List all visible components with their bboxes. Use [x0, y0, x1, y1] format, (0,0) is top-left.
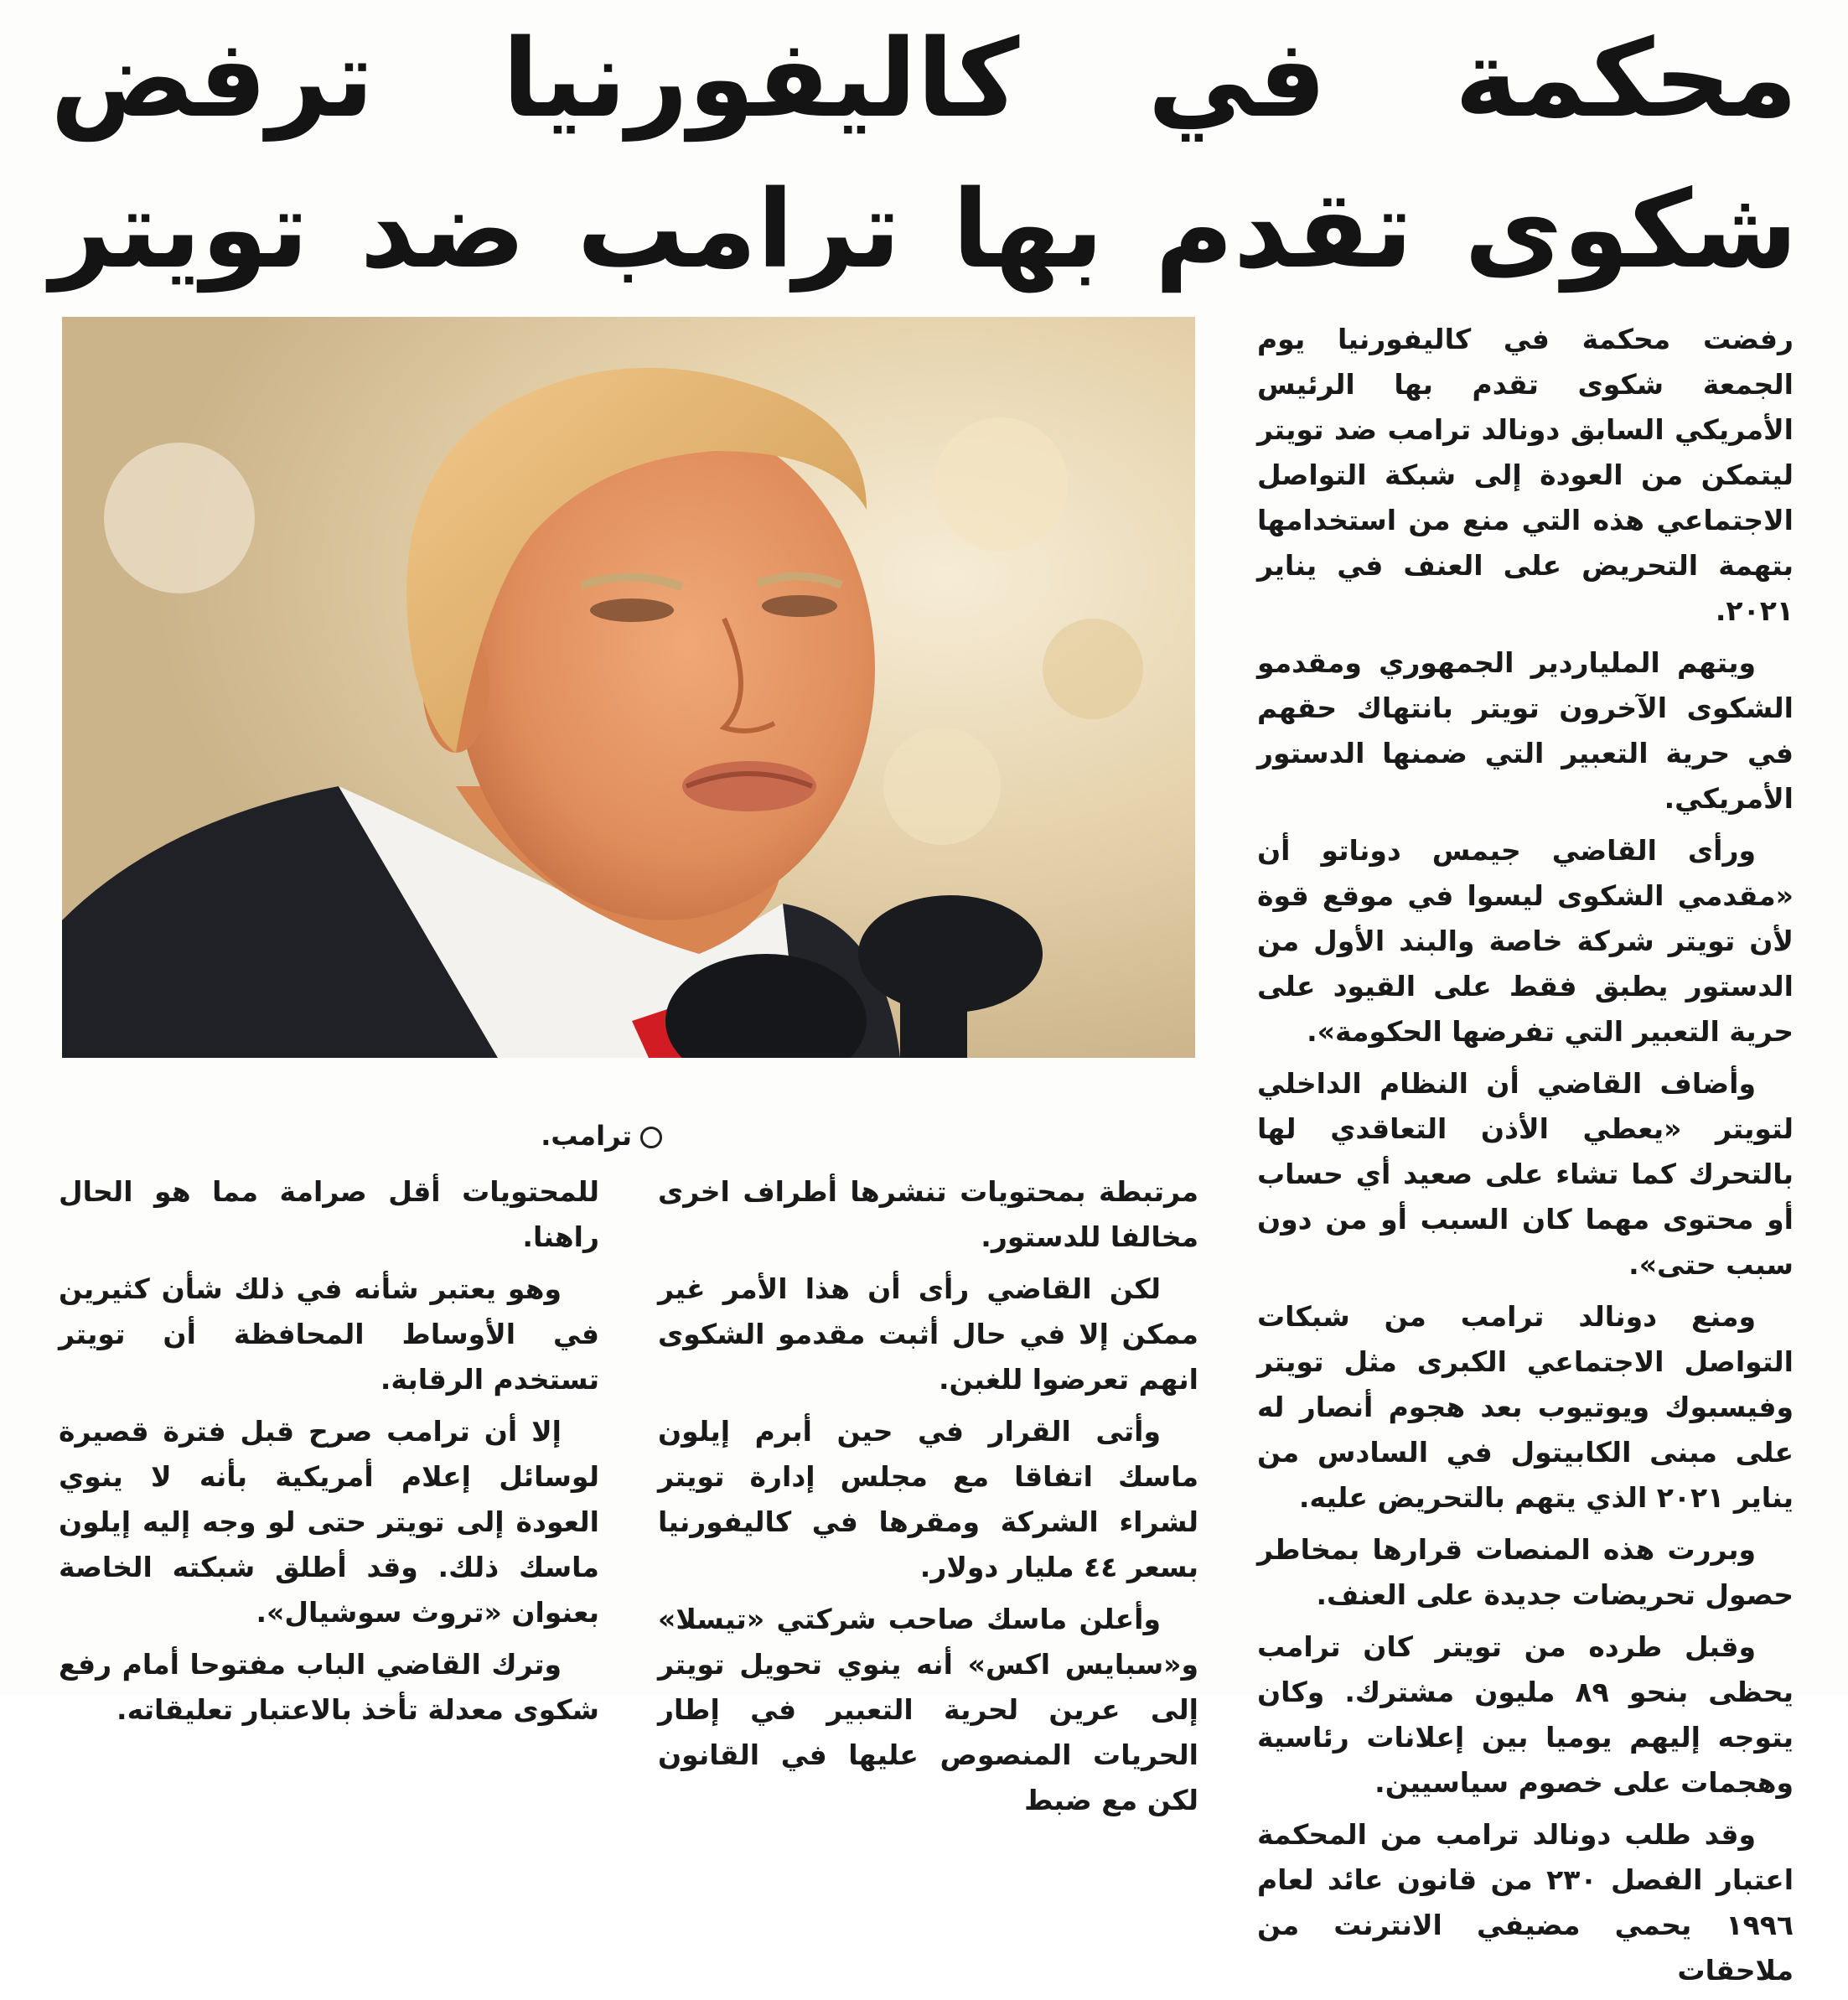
- paragraph: لكن القاضي رأى أن هذا الأمر غير ممكن إلا في حال أثبت مقدمو الشكوى انهم تعرضوا للغبن.: [658, 1272, 1198, 1396]
- news-photo: [62, 317, 1195, 1058]
- article-column-left: [59, 1169, 599, 1739]
- paragraph: للمحتويات أقل صرامة مما هو الحال راهنا.: [59, 1175, 599, 1253]
- paragraph: وترك القاضي الباب مفتوحا أمام رفع شكوى معدلة تأخذ بالاعتبار تعليقاته.: [59, 1648, 599, 1726]
- photo-caption: [503, 1115, 662, 1157]
- paragraph: وقد طلب دونالد ترامب من المحكمة اعتبار الفصل ٢٣٠ من قانون عائد لعام ١٩٩٦ يحمي مضيفي الانترنت من ملاحقات: [1257, 1818, 1794, 1987]
- headline-line-2: شكوى تقدم بها ترامب ضد تويتر: [50, 168, 1798, 293]
- caption-text: ترامب.: [541, 1120, 632, 1152]
- paragraph: وقبل طرده من تويتر كان ترامب يحظى بنحو ٨٩ مليون مشترك. وكان يتوجه إليهم يوميا بين إعلانات رئاسية وهجمات على خصوم سياسيين.: [1257, 1630, 1794, 1799]
- caption-bullet-icon: [640, 1127, 662, 1148]
- article-column-middle: [658, 1169, 1198, 1830]
- portrait-illustration: [62, 317, 1195, 1058]
- paragraph: وهو يعتبر شأنه في ذلك شأن كثيرين في الأوساط المحافظة أن تويتر تستخدم الرقابة.: [59, 1272, 599, 1396]
- article-column-right: [1257, 317, 1794, 2000]
- paragraph: مرتبطة بمحتويات تنشرها أطراف اخرى مخالفا للدستور.: [658, 1175, 1198, 1253]
- paragraph: وأتى القرار في حين أبرم إيلون ماسك اتفاقا مع مجلس إدارة تويتر لشراء الشركة ومقرها في كاليفورنيا بسعر ٤٤ مليار دولار.: [658, 1415, 1198, 1583]
- paragraph: وأعلن ماسك صاحب شركتي «تيسلا» و«سبايس اكس» أنه ينوي تحويل تويتر إلى عرين لحرية التعبير في إطار الحريات المنصوص عليها في القانون لكن مع ضبط: [658, 1603, 1198, 1816]
- paragraph: وبررت هذه المنصات قرارها بمخاطر حصول تحريضات جديدة على العنف.: [1257, 1533, 1794, 1611]
- paragraph: ورأى القاضي جيمس دوناتو أن «مقدمي الشكوى ليسوا في موقع قوة لأن تويتر شركة خاصة والبند الأول من الدستور يطبق فقط على القيود على حرية التعبير التي تفرضها الحكومة».: [1257, 834, 1794, 1048]
- paragraph: ويتهم الملياردير الجمهوري ومقدمو الشكوى الآخرون تويتر بانتهاك حقهم في حرية التعبير التي ضمنها الدستور الأمريكي.: [1257, 646, 1794, 815]
- paragraph: رفضت محكمة في كاليفورنيا يوم الجمعة شكوى تقدم بها الرئيس الأمريكي السابق دونالد ترامب ضد تويتر ليتمكن من العودة إلى شبكة التواصل الاجتماعي هذه التي منع من استخدامها بتهمة التحريض على العنف في يناير ٢٠٢١.: [1257, 323, 1794, 627]
- headline-line-1: محكمة في كاليفورنيا ترفض: [50, 17, 1798, 142]
- paragraph: إلا أن ترامب صرح قبل فترة قصيرة لوسائل إعلام أمريكية بأنه لا ينوي العودة إلى تويتر حتى لو وجه إليه إيلون ماسك ذلك. وقد أطلق شبكته الخاصة بعنوان «تروث سوشيال».: [59, 1415, 599, 1629]
- paragraph: ومنع دونالد ترامب من شبكات التواصل الاجتماعي الكبرى مثل تويتر وفيسبوك ويوتيوب بعد هجوم أنصار له على مبنى الكابيتول في السادس من يناير ٢٠٢١ الذي يتهم بالتحريض عليه.: [1257, 1300, 1794, 1514]
- paragraph: وأضاف القاضي أن النظام الداخلي لتويتر «يعطي الأذن التعاقدي لها بالتحرك كما تشاء على صعيد أي حساب أو محتوى مهما كان السبب أو من دون سبب حتى».: [1257, 1067, 1794, 1281]
